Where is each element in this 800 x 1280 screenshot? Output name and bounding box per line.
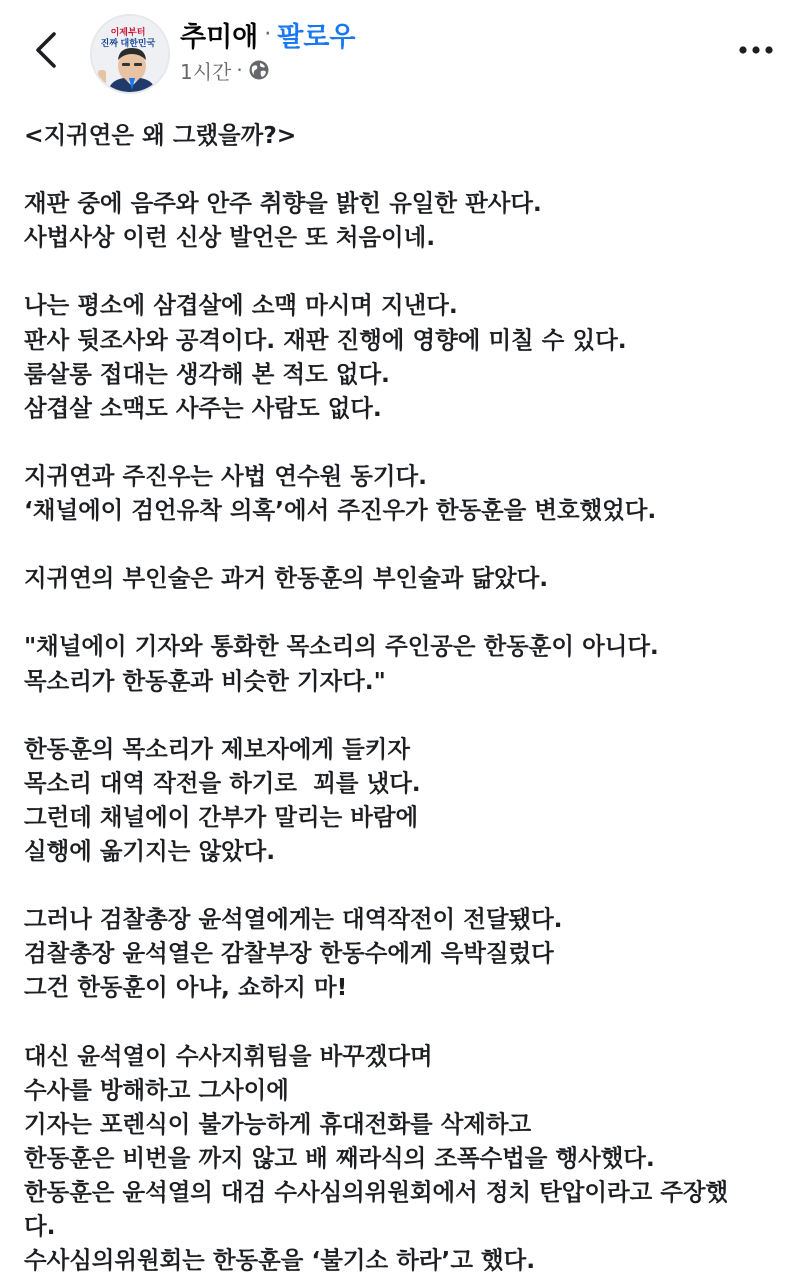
post-line: 목소리가 한동훈과 비슷한 기자다." xyxy=(24,666,386,695)
avatar-badge-line1: 이제부터 xyxy=(110,27,146,37)
post-line xyxy=(24,698,784,732)
post-line: 나는 평소에 삼겹살에 소맥 마시며 지낸다. xyxy=(24,291,458,320)
post-line: 수사를 방해하고 그사이에 xyxy=(24,1075,289,1104)
post-meta xyxy=(180,56,270,84)
post-line: 룸살롱 접대는 생각해 본 적도 없다. xyxy=(24,359,390,388)
author-name[interactable]: 추미애 xyxy=(180,21,259,53)
post-line: 그러나 검찰총장 윤석열에게는 대역작전이 전달됐다. xyxy=(24,905,563,934)
post-line: 한동훈의 목소리가 제보자에게 들키자 xyxy=(24,734,410,763)
avatar-badge-line2: 진짜 대한민국 xyxy=(100,38,156,48)
post-line: 사법사상 이런 신상 발언은 또 처음이네. xyxy=(24,223,436,252)
post-line: 지귀연의 부인술은 과거 한동훈의 부인술과 닮았다. xyxy=(24,564,549,593)
back-button[interactable] xyxy=(26,28,66,72)
post-text xyxy=(24,118,784,1277)
post-line: <지귀연은 왜 그랬을까?> xyxy=(24,121,297,149)
globe-icon xyxy=(248,59,270,81)
post-line: 목소리 대역 작전을 하기로 꾀를 냈다. xyxy=(24,768,421,797)
author-row xyxy=(180,16,356,52)
post-line: 판사 뒷조사와 공격이다. 재판 진행에 영향에 미칠 수 있다. xyxy=(24,325,627,354)
post-line: 한동훈은 비번을 까지 않고 배 째라식의 조폭수법을 행사했다. xyxy=(24,1143,655,1172)
chevron-left-icon xyxy=(34,31,58,69)
post-line: "채널에이 기자와 통화한 목소리의 주인공은 한동훈이 아니다. xyxy=(24,632,659,661)
post-line: 재판 중에 음주와 안주 취향을 밝힌 유일한 판사다. xyxy=(24,189,542,218)
post-line xyxy=(24,527,784,561)
post-line: 한동훈은 윤석열의 대검 수사심의위원회에서 정치 탄압이라고 주장했 xyxy=(24,1177,729,1206)
name-separator: · xyxy=(264,21,272,47)
post-line xyxy=(24,595,784,629)
post-line xyxy=(24,254,784,288)
post-line: 그런데 채널에이 간부가 말리는 바람에 xyxy=(24,802,419,831)
post-line xyxy=(24,152,784,186)
post-line: 그건 한동훈이 아냐, 쇼하지 마! xyxy=(24,973,348,1002)
post-line: ‘채널에이 검언유착 의혹’에서 주진우가 한동훈을 변호했었다. xyxy=(24,496,657,525)
more-horizontal-icon xyxy=(738,45,774,55)
more-options-button[interactable] xyxy=(734,30,778,70)
post-line: 지귀연과 주진우는 사법 연수원 동기다. xyxy=(24,461,427,490)
post-line: 삼겹살 소맥도 사주는 사람도 없다. xyxy=(24,393,382,422)
follow-button[interactable]: 팔로우 xyxy=(277,21,356,53)
post-line: 검찰총장 윤석열은 감찰부장 한동수에게 윽박질렀다 xyxy=(24,939,554,968)
post-line xyxy=(24,868,784,902)
post-line xyxy=(24,425,784,459)
post-line: 다. xyxy=(24,1212,56,1240)
post-time[interactable]: 1시간 xyxy=(180,59,232,84)
post-header xyxy=(0,0,800,100)
meta-separator: · xyxy=(236,58,243,82)
post-line: 기자는 포렌식이 불가능하게 휴대전화를 삭제하고 xyxy=(24,1109,532,1138)
post-line: 대신 윤석열이 수사지휘팀을 바꾸겠다며 xyxy=(24,1041,433,1070)
author-avatar[interactable] xyxy=(90,14,170,94)
post-line: 수사심의위원회는 한동훈을 ‘불기소 하라’고 했다. xyxy=(24,1246,536,1275)
post-line: 실행에 옮기지는 않았다. xyxy=(24,836,276,865)
post-line xyxy=(24,1004,784,1038)
